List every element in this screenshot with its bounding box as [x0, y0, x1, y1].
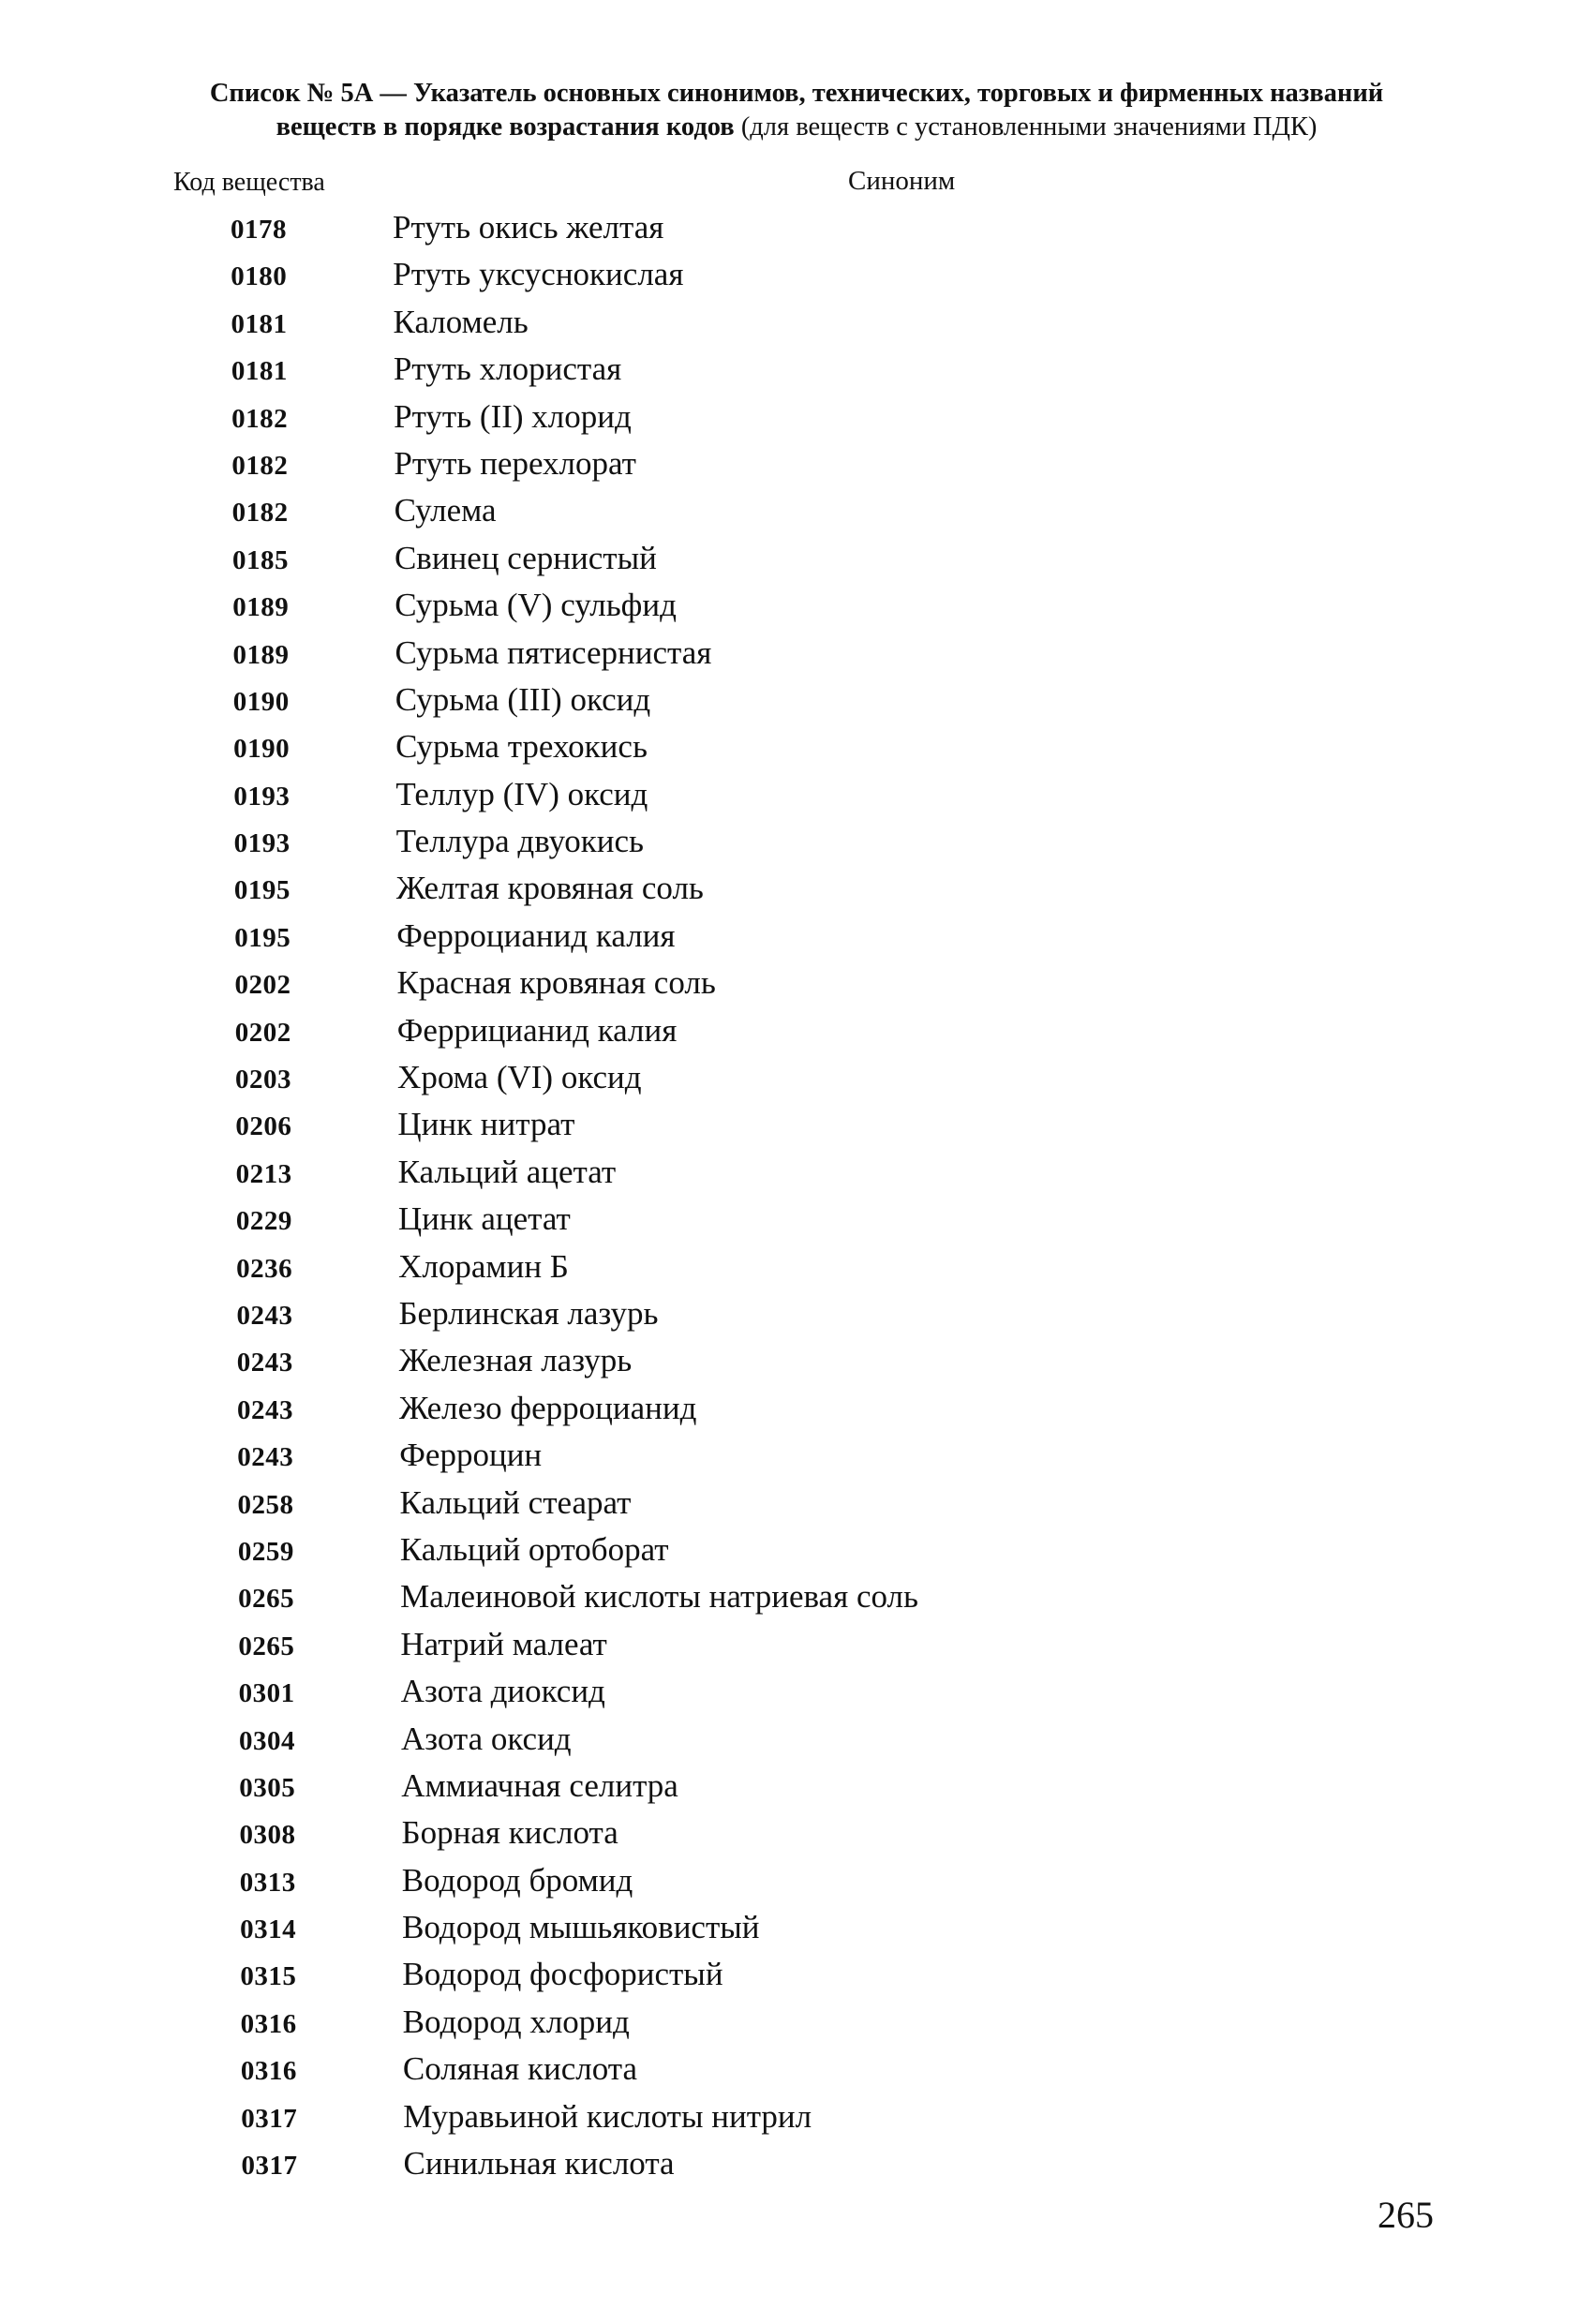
list-row	[8, 1717, 1594, 1764]
title-line-2-regular: (для веществ с установленными значениями ПДК)	[734, 112, 1318, 142]
list-row	[10, 2094, 1594, 2141]
list-row	[9, 1905, 1594, 1952]
substance-code: 0190	[232, 686, 290, 717]
title-line-2	[112, 111, 1481, 144]
substance-code: 0243	[236, 1348, 293, 1378]
substance-synonym: Натрий малеат	[400, 1625, 607, 1662]
list-row	[3, 678, 1594, 724]
substance-code: 0313	[239, 1867, 296, 1898]
substance-code: 0185	[231, 544, 289, 575]
substance-code: 0316	[240, 2056, 297, 2087]
list-row	[3, 724, 1594, 771]
list-row	[9, 1952, 1594, 1999]
substance-synonym: Муравьиной кислоты нитрил	[403, 2097, 812, 2135]
substance-code: 0308	[239, 1820, 296, 1851]
substance-synonym: Водород бромид	[401, 1861, 633, 1899]
substance-code: 0193	[233, 828, 290, 859]
substance-synonym: Цинк ацетат	[397, 1200, 571, 1238]
substance-synonym: Ферроцианид калия	[396, 916, 676, 954]
substance-synonym: Водород фосфористый	[402, 1956, 723, 1993]
substance-synonym: Азота диоксид	[400, 1673, 605, 1710]
list-row	[5, 1102, 1594, 1149]
list-row	[9, 1858, 1594, 1905]
substance-code: 0265	[238, 1631, 295, 1661]
list-row	[10, 2000, 1594, 2047]
substance-synonym: Соляная кислота	[402, 2050, 638, 2088]
substance-code: 0259	[237, 1536, 294, 1567]
substance-synonym: Цинк нитрат	[397, 1106, 575, 1143]
substance-synonym: Хлорамин Б	[398, 1247, 569, 1285]
substance-synonym: Кальций ортоборат	[399, 1530, 669, 1568]
list-row	[7, 1527, 1594, 1574]
substance-code: 0317	[241, 2151, 298, 2182]
substance-synonym: Борная кислота	[401, 1814, 618, 1852]
list-row	[7, 1622, 1594, 1669]
list-row	[4, 961, 1594, 1007]
substance-code: 0189	[232, 592, 290, 623]
list-row	[10, 2047, 1594, 2093]
substance-synonym: Аммиачная селитра	[401, 1766, 678, 1804]
list-row	[5, 1055, 1594, 1102]
substance-synonym: Ферроцин	[399, 1437, 543, 1474]
list-row	[7, 1574, 1594, 1621]
substance-code: 0190	[233, 734, 290, 765]
title-line-1	[112, 77, 1481, 111]
substance-synonym: Теллура двуокись	[395, 823, 644, 860]
list-row	[0, 252, 1594, 299]
title-line-2-bold: веществ в порядке возрастания кодов	[276, 112, 735, 142]
list-row	[4, 914, 1594, 961]
substance-synonym: Красная кровяная соль	[396, 964, 716, 1002]
substance-code: 0314	[240, 1914, 297, 1945]
list-row	[2, 488, 1594, 535]
list-row	[7, 1338, 1594, 1385]
column-header-code: Код вещества	[173, 168, 325, 197]
substance-code: 0258	[237, 1489, 294, 1520]
substance-code: 0304	[238, 1725, 295, 1756]
substance-code: 0189	[232, 639, 290, 670]
substance-code: 0181	[231, 308, 288, 339]
substance-synonym: Ртуть (II) хлорид	[394, 397, 632, 435]
list-row	[1, 300, 1594, 347]
substance-code: 0182	[231, 403, 289, 434]
list-row	[2, 583, 1594, 630]
substance-synonym: Сурьма (III) оксид	[395, 680, 651, 718]
synonym-list	[0, 205, 1594, 2188]
substance-code: 0180	[231, 261, 288, 292]
substance-code: 0243	[237, 1442, 294, 1473]
substance-synonym: Ртуть окись желтая	[393, 209, 664, 246]
substance-synonym: Железная лазурь	[398, 1342, 633, 1379]
substance-synonym: Феррицианид калия	[396, 1011, 678, 1049]
substance-synonym: Азота оксид	[400, 1720, 572, 1757]
list-row	[8, 1669, 1594, 1716]
list-row	[3, 772, 1594, 819]
list-row	[10, 2141, 1594, 2188]
list-row	[6, 1291, 1594, 1338]
substance-synonym: Желтая кровяная соль	[395, 870, 704, 907]
substance-code: 0202	[234, 970, 291, 1001]
substance-code: 0203	[235, 1065, 292, 1095]
substance-synonym: Ртуть уксуснокислая	[393, 256, 684, 293]
substance-synonym: Берлинская лазурь	[398, 1294, 659, 1332]
substance-synonym: Кальций ацетат	[397, 1153, 617, 1190]
substance-synonym: Сурьма трехокись	[395, 728, 648, 766]
list-row	[6, 1197, 1594, 1244]
substance-code: 0229	[235, 1206, 292, 1237]
list-row	[7, 1481, 1594, 1527]
substance-code: 0182	[231, 498, 289, 529]
substance-code: 0195	[233, 875, 290, 906]
list-row	[2, 536, 1594, 583]
list-row	[8, 1764, 1594, 1810]
substance-synonym: Ртуть перехлорат	[394, 444, 636, 482]
list-row	[7, 1386, 1594, 1433]
list-row	[1, 395, 1594, 441]
substance-synonym: Теллур (IV) оксид	[395, 775, 648, 812]
substance-code: 0213	[235, 1158, 292, 1189]
list-row	[6, 1150, 1594, 1197]
substance-synonym: Ртуть хлористая	[393, 350, 622, 388]
substance-code: 0206	[235, 1111, 292, 1142]
substance-code: 0202	[234, 1017, 291, 1048]
list-row	[0, 205, 1594, 252]
substance-synonym: Сурьма (V) сульфид	[395, 587, 677, 624]
substance-code: 0195	[234, 922, 291, 953]
substance-synonym: Водород мышьяковистый	[402, 1909, 760, 1946]
list-row	[5, 1008, 1594, 1055]
substance-synonym: Железо ферроцианид	[399, 1389, 697, 1426]
substance-synonym: Свинец сернистый	[394, 539, 657, 576]
list-row	[3, 631, 1594, 678]
list-row	[7, 1433, 1594, 1480]
substance-synonym: Малеиновой кислоты натриевая соль	[400, 1578, 918, 1616]
substance-code: 0317	[241, 2103, 298, 2134]
list-row	[1, 441, 1594, 488]
substance-synonym: Сулема	[394, 492, 497, 529]
substance-code: 0181	[231, 356, 288, 387]
substance-synonym: Хрома (VI) оксид	[397, 1059, 642, 1096]
page-number: 265	[1378, 2194, 1434, 2236]
substance-code: 0315	[240, 1961, 297, 1992]
list-row	[9, 1810, 1594, 1857]
list-row	[4, 866, 1594, 913]
substance-synonym: Синильная кислота	[403, 2145, 675, 2182]
substance-code: 0316	[240, 2008, 297, 2039]
substance-code: 0178	[231, 215, 287, 245]
substance-code: 0243	[237, 1394, 293, 1425]
substance-code: 0305	[239, 1772, 296, 1803]
substance-synonym: Кальций стеарат	[399, 1483, 632, 1521]
substance-synonym: Сурьма пятисернистая	[395, 633, 712, 671]
substance-code: 0236	[236, 1253, 293, 1284]
column-header-synonym: Синоним	[848, 166, 956, 196]
list-row	[1, 347, 1594, 394]
list-title	[112, 77, 1481, 144]
title-line-1-bold: Список № 5А — Указатель основных синонимов, технических, торговых и фирменных названий	[209, 79, 1384, 108]
substance-code: 0301	[238, 1678, 295, 1709]
list-row	[6, 1244, 1594, 1291]
list-row	[4, 819, 1594, 866]
substance-code: 0193	[233, 781, 290, 812]
substance-synonym: Каломель	[393, 303, 529, 340]
substance-code: 0182	[231, 450, 289, 481]
substance-code: 0243	[236, 1300, 293, 1331]
substance-code: 0265	[238, 1584, 295, 1615]
substance-synonym: Водород хлорид	[402, 2003, 630, 2040]
